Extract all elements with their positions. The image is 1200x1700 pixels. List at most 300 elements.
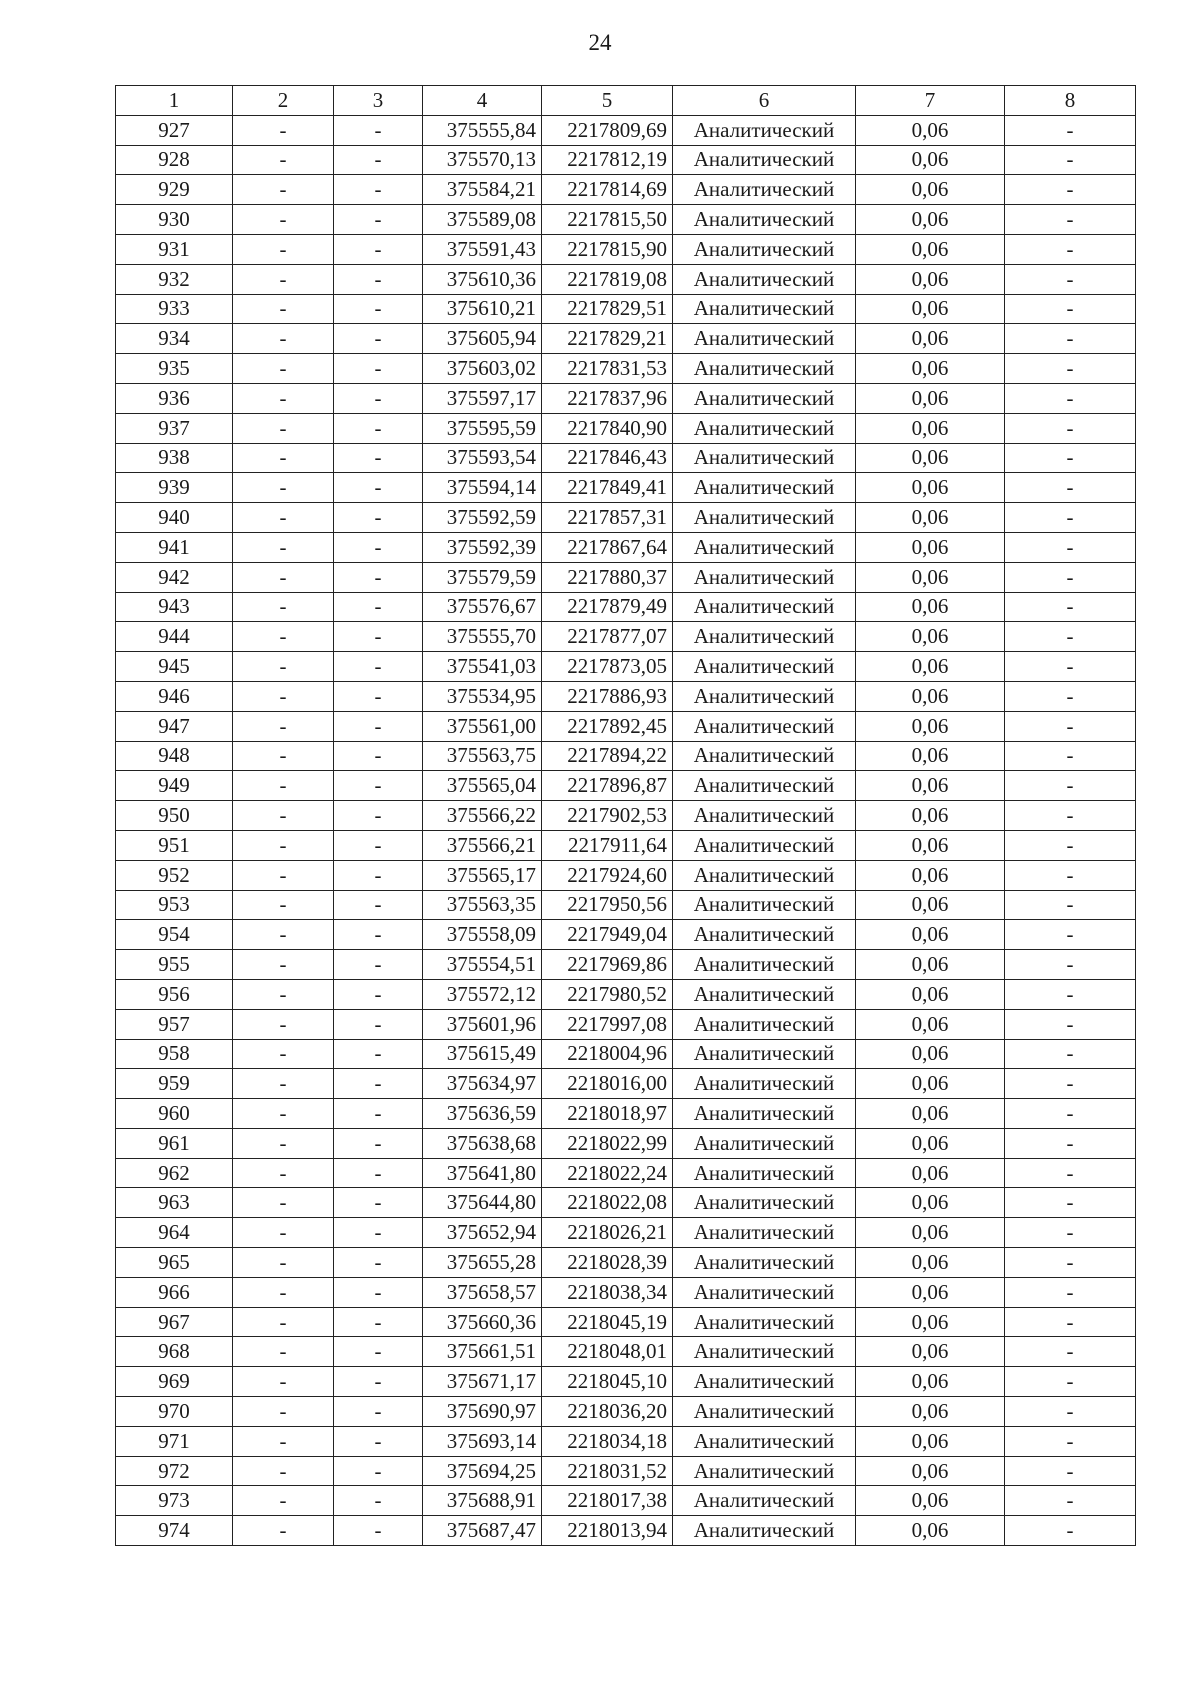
table-cell: - — [1005, 1039, 1136, 1069]
table-cell: Аналитический — [673, 801, 856, 831]
table-cell: - — [334, 1516, 423, 1546]
table-row — [116, 1248, 1136, 1278]
table-cell: - — [334, 1456, 423, 1486]
table-cell: 970 — [116, 1397, 233, 1427]
table-cell: Аналитический — [673, 1486, 856, 1516]
table-row — [116, 950, 1136, 980]
table-cell: 2217892,45 — [542, 711, 673, 741]
table-cell: - — [233, 890, 334, 920]
table-row — [116, 1039, 1136, 1069]
table-cell: - — [334, 979, 423, 1009]
table-cell: 959 — [116, 1069, 233, 1099]
table-cell: 971 — [116, 1426, 233, 1456]
table-cell: - — [233, 1009, 334, 1039]
table-cell: 958 — [116, 1039, 233, 1069]
table-cell: - — [233, 801, 334, 831]
table-cell: - — [334, 1397, 423, 1427]
table-cell: 974 — [116, 1516, 233, 1546]
table-cell: 375658,57 — [423, 1277, 542, 1307]
table-cell: - — [233, 652, 334, 682]
table-cell: Аналитический — [673, 1039, 856, 1069]
table-cell: 2217879,49 — [542, 592, 673, 622]
table-cell: - — [1005, 592, 1136, 622]
table-cell: 375534,95 — [423, 681, 542, 711]
table-cell: - — [334, 592, 423, 622]
table-cell: Аналитический — [673, 830, 856, 860]
table-cell: 948 — [116, 741, 233, 771]
table-cell: 951 — [116, 830, 233, 860]
table-cell: - — [1005, 1337, 1136, 1367]
table-cell: - — [1005, 1426, 1136, 1456]
table-cell: - — [1005, 1367, 1136, 1397]
table-cell: - — [334, 1337, 423, 1367]
table-cell: 0,06 — [856, 950, 1005, 980]
table-cell: 2217867,64 — [542, 532, 673, 562]
table-cell: - — [233, 413, 334, 443]
table-cell: Аналитический — [673, 205, 856, 235]
table-cell: 957 — [116, 1009, 233, 1039]
table-cell: - — [334, 1486, 423, 1516]
table-cell: 972 — [116, 1456, 233, 1486]
table-cell: 0,06 — [856, 1367, 1005, 1397]
table-cell: - — [334, 1367, 423, 1397]
table-cell: - — [233, 1277, 334, 1307]
table-cell: 375561,00 — [423, 711, 542, 741]
table-row — [116, 1456, 1136, 1486]
table-cell: 375554,51 — [423, 950, 542, 980]
table-cell: - — [233, 175, 334, 205]
table-row — [116, 711, 1136, 741]
table-row — [116, 473, 1136, 503]
table-cell: - — [334, 115, 423, 145]
table-cell: Аналитический — [673, 1337, 856, 1367]
table-cell: 375688,91 — [423, 1486, 542, 1516]
table-cell: 927 — [116, 115, 233, 145]
table-cell: Аналитический — [673, 1069, 856, 1099]
table-cell: - — [334, 443, 423, 473]
table-row — [116, 920, 1136, 950]
table-cell: Аналитический — [673, 950, 856, 980]
table-cell: Аналитический — [673, 860, 856, 890]
table-cell: 2217829,21 — [542, 324, 673, 354]
table-row — [116, 175, 1136, 205]
table-cell: - — [233, 681, 334, 711]
table-cell: 375601,96 — [423, 1009, 542, 1039]
table-row — [116, 294, 1136, 324]
table-cell: 949 — [116, 771, 233, 801]
table-cell: - — [233, 443, 334, 473]
table-cell: Аналитический — [673, 443, 856, 473]
table-cell: - — [1005, 950, 1136, 980]
table-cell: 967 — [116, 1307, 233, 1337]
table-row — [116, 532, 1136, 562]
table-cell: 375605,94 — [423, 324, 542, 354]
table-cell: - — [334, 205, 423, 235]
table-cell: - — [334, 801, 423, 831]
table-cell: 2218028,39 — [542, 1248, 673, 1278]
table-cell: 2217815,50 — [542, 205, 673, 235]
table-cell: - — [233, 1307, 334, 1337]
table-row — [116, 1516, 1136, 1546]
table-cell: 2217924,60 — [542, 860, 673, 890]
table-cell: 0,06 — [856, 473, 1005, 503]
table-cell: - — [233, 264, 334, 294]
table-cell: - — [1005, 1277, 1136, 1307]
table-row — [116, 234, 1136, 264]
table-cell: 375603,02 — [423, 354, 542, 384]
table-cell: - — [233, 115, 334, 145]
table-cell: 947 — [116, 711, 233, 741]
table-cell: - — [233, 1039, 334, 1069]
table-cell: - — [334, 1039, 423, 1069]
table-cell: 2217829,51 — [542, 294, 673, 324]
table-cell: - — [1005, 801, 1136, 831]
table-cell: 929 — [116, 175, 233, 205]
table-row — [116, 771, 1136, 801]
table-cell: - — [1005, 830, 1136, 860]
table-row — [116, 383, 1136, 413]
table-cell: - — [1005, 324, 1136, 354]
table-cell: 2217894,22 — [542, 741, 673, 771]
table-cell: - — [1005, 264, 1136, 294]
table-cell: - — [334, 383, 423, 413]
table-cell: - — [1005, 562, 1136, 592]
table-cell: - — [233, 1486, 334, 1516]
table-cell: 0,06 — [856, 1426, 1005, 1456]
table-cell: - — [1005, 443, 1136, 473]
table-cell: 375610,21 — [423, 294, 542, 324]
table-cell: 375661,51 — [423, 1337, 542, 1367]
table-cell: - — [233, 1426, 334, 1456]
table-cell: 0,06 — [856, 1486, 1005, 1516]
table-cell: 966 — [116, 1277, 233, 1307]
table-cell: - — [233, 294, 334, 324]
table-cell: 939 — [116, 473, 233, 503]
table-body — [116, 115, 1136, 1545]
table-row — [116, 741, 1136, 771]
table-cell: 2217886,93 — [542, 681, 673, 711]
table-cell: 0,06 — [856, 264, 1005, 294]
table-cell: - — [233, 145, 334, 175]
table-cell: 933 — [116, 294, 233, 324]
table-cell: - — [1005, 1069, 1136, 1099]
table-row — [116, 681, 1136, 711]
table-cell: - — [233, 383, 334, 413]
header-cell: 7 — [856, 86, 1005, 116]
table-cell: 375566,21 — [423, 830, 542, 860]
table-cell: - — [233, 1128, 334, 1158]
table-row — [116, 1367, 1136, 1397]
table-row — [116, 1158, 1136, 1188]
table-cell: - — [334, 860, 423, 890]
table-cell: 2217980,52 — [542, 979, 673, 1009]
table-cell: 940 — [116, 503, 233, 533]
table-cell: Аналитический — [673, 890, 856, 920]
table-cell: 375687,47 — [423, 1516, 542, 1546]
table-cell: Аналитический — [673, 175, 856, 205]
table-cell: 375693,14 — [423, 1426, 542, 1456]
table-cell: - — [334, 145, 423, 175]
table-cell: 0,06 — [856, 1307, 1005, 1337]
table-cell: 375584,21 — [423, 175, 542, 205]
table-cell: 375690,97 — [423, 1397, 542, 1427]
table-cell: Аналитический — [673, 503, 856, 533]
table-cell: 0,06 — [856, 1099, 1005, 1129]
table-cell: Аналитический — [673, 413, 856, 443]
table-cell: 375541,03 — [423, 652, 542, 682]
table-cell: - — [334, 1188, 423, 1218]
table-cell: - — [233, 354, 334, 384]
table-cell: - — [233, 1158, 334, 1188]
table-cell: 0,06 — [856, 1277, 1005, 1307]
table-cell: 0,06 — [856, 175, 1005, 205]
table-cell: Аналитический — [673, 681, 856, 711]
table-cell: Аналитический — [673, 354, 856, 384]
table-cell: 2218034,18 — [542, 1426, 673, 1456]
table-cell: 0,06 — [856, 145, 1005, 175]
table-cell: 375610,36 — [423, 264, 542, 294]
table-cell: 945 — [116, 652, 233, 682]
coordinates-table — [115, 85, 1136, 1546]
table-header — [116, 86, 1136, 116]
table-cell: - — [1005, 890, 1136, 920]
table-cell: 2217857,31 — [542, 503, 673, 533]
table-cell: 2218048,01 — [542, 1337, 673, 1367]
table-cell: 375595,59 — [423, 413, 542, 443]
table-cell: 375652,94 — [423, 1218, 542, 1248]
table-cell: - — [1005, 413, 1136, 443]
table-cell: 375593,54 — [423, 443, 542, 473]
table-cell: Аналитический — [673, 592, 856, 622]
table-row — [116, 324, 1136, 354]
table-cell: - — [233, 1397, 334, 1427]
table-cell: Аналитический — [673, 562, 856, 592]
table-cell: 375644,80 — [423, 1188, 542, 1218]
table-cell: 2218013,94 — [542, 1516, 673, 1546]
table-cell: - — [233, 205, 334, 235]
table-cell: - — [233, 830, 334, 860]
table-cell: 953 — [116, 890, 233, 920]
table-cell: 0,06 — [856, 503, 1005, 533]
table-cell: Аналитический — [673, 741, 856, 771]
header-cell: 2 — [233, 86, 334, 116]
table-cell: - — [233, 711, 334, 741]
table-cell: 375660,36 — [423, 1307, 542, 1337]
table-cell: - — [233, 1248, 334, 1278]
table-cell: - — [233, 1218, 334, 1248]
table-cell: 0,06 — [856, 354, 1005, 384]
table-cell: - — [334, 1099, 423, 1129]
table-cell: 2218022,08 — [542, 1188, 673, 1218]
table-cell: 0,06 — [856, 383, 1005, 413]
table-cell: 375592,59 — [423, 503, 542, 533]
table-cell: 0,06 — [856, 1337, 1005, 1367]
table-cell: Аналитический — [673, 1158, 856, 1188]
table-cell: 0,06 — [856, 771, 1005, 801]
table-cell: 0,06 — [856, 1248, 1005, 1278]
table-cell: 931 — [116, 234, 233, 264]
table-row — [116, 1307, 1136, 1337]
table-cell: 0,06 — [856, 532, 1005, 562]
table-cell: - — [1005, 1009, 1136, 1039]
table-row — [116, 1337, 1136, 1367]
table-cell: 973 — [116, 1486, 233, 1516]
table-cell: 375615,49 — [423, 1039, 542, 1069]
table-cell: 2218017,38 — [542, 1486, 673, 1516]
table-cell: - — [233, 503, 334, 533]
table-cell: Аналитический — [673, 145, 856, 175]
table-cell: - — [233, 324, 334, 354]
table-cell: 944 — [116, 622, 233, 652]
table-cell: 2217969,86 — [542, 950, 673, 980]
table-cell: - — [334, 354, 423, 384]
table-cell: 0,06 — [856, 443, 1005, 473]
table-cell: - — [334, 920, 423, 950]
table-cell: - — [1005, 1307, 1136, 1337]
header-cell: 8 — [1005, 86, 1136, 116]
table-cell: Аналитический — [673, 1277, 856, 1307]
table-cell: 0,06 — [856, 592, 1005, 622]
table-cell: 0,06 — [856, 652, 1005, 682]
table-cell: 375591,43 — [423, 234, 542, 264]
table-cell: 0,06 — [856, 830, 1005, 860]
table-cell: 941 — [116, 532, 233, 562]
table-cell: - — [334, 1158, 423, 1188]
table-row — [116, 652, 1136, 682]
table-row — [116, 562, 1136, 592]
table-cell: Аналитический — [673, 1307, 856, 1337]
table-cell: - — [334, 503, 423, 533]
table-cell: 960 — [116, 1099, 233, 1129]
table-row — [116, 1188, 1136, 1218]
table-row — [116, 1486, 1136, 1516]
table-cell: - — [1005, 115, 1136, 145]
table-cell: - — [233, 473, 334, 503]
table-cell: 0,06 — [856, 1456, 1005, 1486]
table-row — [116, 413, 1136, 443]
table-cell: Аналитический — [673, 264, 856, 294]
table-cell: - — [1005, 1218, 1136, 1248]
table-cell: 375634,97 — [423, 1069, 542, 1099]
table-cell: - — [1005, 354, 1136, 384]
table-cell: Аналитический — [673, 324, 856, 354]
table-cell: - — [1005, 503, 1136, 533]
table-cell: 375565,04 — [423, 771, 542, 801]
table-cell: - — [233, 622, 334, 652]
table-cell: - — [1005, 1516, 1136, 1546]
table-cell: 0,06 — [856, 1397, 1005, 1427]
table-cell: - — [1005, 979, 1136, 1009]
table-cell: 942 — [116, 562, 233, 592]
table-cell: - — [334, 950, 423, 980]
table-cell: - — [334, 473, 423, 503]
table-row — [116, 205, 1136, 235]
table-cell: 930 — [116, 205, 233, 235]
table-cell: - — [233, 1367, 334, 1397]
table-cell: - — [233, 592, 334, 622]
table-row — [116, 503, 1136, 533]
table-cell: Аналитический — [673, 115, 856, 145]
table-cell: - — [334, 562, 423, 592]
table-cell: Аналитический — [673, 652, 856, 682]
table-cell: 2218036,20 — [542, 1397, 673, 1427]
table-cell: - — [334, 1009, 423, 1039]
table-cell: Аналитический — [673, 920, 856, 950]
table-cell: 938 — [116, 443, 233, 473]
table-cell: - — [334, 1277, 423, 1307]
table-cell: - — [1005, 473, 1136, 503]
table-cell: 928 — [116, 145, 233, 175]
table-cell: 0,06 — [856, 741, 1005, 771]
table-cell: 2217949,04 — [542, 920, 673, 950]
table-row — [116, 443, 1136, 473]
table-cell: 375638,68 — [423, 1128, 542, 1158]
table-cell: 375563,75 — [423, 741, 542, 771]
table-cell: Аналитический — [673, 1128, 856, 1158]
table-cell: - — [334, 1426, 423, 1456]
table-cell: 0,06 — [856, 1039, 1005, 1069]
table-cell: 2217809,69 — [542, 115, 673, 145]
table-cell: - — [1005, 1456, 1136, 1486]
table-cell: 0,06 — [856, 979, 1005, 1009]
table-row — [116, 1397, 1136, 1427]
table-cell: - — [1005, 622, 1136, 652]
table-cell: 375592,39 — [423, 532, 542, 562]
header-cell: 1 — [116, 86, 233, 116]
table-cell: 2218045,19 — [542, 1307, 673, 1337]
table-cell: 961 — [116, 1128, 233, 1158]
table-cell: - — [334, 1128, 423, 1158]
table-row — [116, 1099, 1136, 1129]
table-cell: 0,06 — [856, 681, 1005, 711]
table-cell: - — [334, 711, 423, 741]
table-cell: - — [334, 741, 423, 771]
table-cell: - — [233, 1069, 334, 1099]
table-cell: - — [1005, 205, 1136, 235]
table-cell: - — [1005, 383, 1136, 413]
table-cell: 956 — [116, 979, 233, 1009]
table-cell: Аналитический — [673, 622, 856, 652]
table-cell: - — [1005, 175, 1136, 205]
table-cell: 2217877,07 — [542, 622, 673, 652]
table-cell: 0,06 — [856, 1218, 1005, 1248]
table-cell: Аналитический — [673, 473, 856, 503]
table-cell: 2217880,37 — [542, 562, 673, 592]
table-cell: - — [1005, 1158, 1136, 1188]
table-cell: - — [1005, 652, 1136, 682]
table-cell: 0,06 — [856, 1128, 1005, 1158]
table-cell: - — [233, 771, 334, 801]
table-cell: - — [334, 324, 423, 354]
table-cell: 0,06 — [856, 324, 1005, 354]
table-cell: 962 — [116, 1158, 233, 1188]
header-cell: 6 — [673, 86, 856, 116]
table-cell: - — [334, 413, 423, 443]
table-cell: 955 — [116, 950, 233, 980]
table-cell: 375671,17 — [423, 1367, 542, 1397]
table-cell: - — [233, 1516, 334, 1546]
table-cell: 2218016,00 — [542, 1069, 673, 1099]
table-cell: Аналитический — [673, 711, 856, 741]
table-cell: - — [334, 890, 423, 920]
table-cell: 2217815,90 — [542, 234, 673, 264]
table-row — [116, 622, 1136, 652]
table-cell: 2217896,87 — [542, 771, 673, 801]
table-cell: 0,06 — [856, 1188, 1005, 1218]
table-cell: - — [233, 532, 334, 562]
table-row — [116, 354, 1136, 384]
table-cell: 0,06 — [856, 801, 1005, 831]
